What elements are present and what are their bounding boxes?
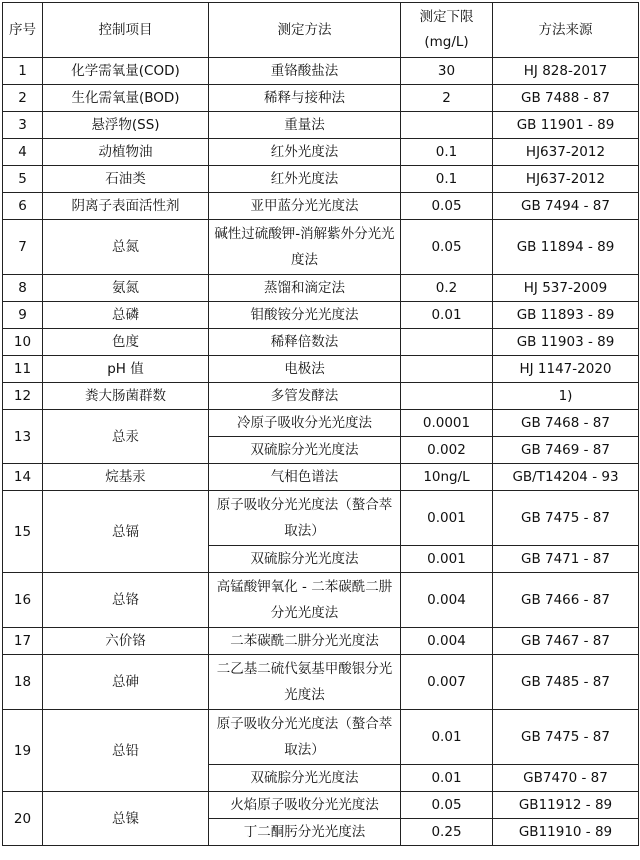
cell-no: 10 xyxy=(3,329,43,356)
cell-item: 烷基汞 xyxy=(43,464,209,491)
cell-item: 总氮 xyxy=(43,220,209,275)
table-row xyxy=(3,655,639,710)
table-row xyxy=(3,383,639,410)
cell-method: 重铬酸盐法 xyxy=(209,58,401,85)
table-row xyxy=(3,58,639,85)
cell-method: 红外光度法 xyxy=(209,166,401,193)
header-item: 控制项目 xyxy=(43,3,209,58)
cell-no: 1 xyxy=(3,58,43,85)
cell-method: 二苯碳酰二肼分光光度法 xyxy=(209,628,401,655)
cell-source: HJ 537-2009 xyxy=(493,275,639,302)
cell-method: 蒸馏和滴定法 xyxy=(209,275,401,302)
cell-limit: 0.0001 xyxy=(401,410,493,437)
cell-item: 六价铬 xyxy=(43,628,209,655)
cell-source: GB 7466 - 87 xyxy=(493,573,639,628)
cell-source: GB7470 - 87 xyxy=(493,765,639,792)
cell-limit: 0.2 xyxy=(401,275,493,302)
cell-no: 7 xyxy=(3,220,43,275)
cell-method: 二乙基二硫代氨基甲酸银分光光度法 xyxy=(209,655,401,710)
header-source: 方法来源 xyxy=(493,3,639,58)
cell-no: 17 xyxy=(3,628,43,655)
cell-item: 总铅 xyxy=(43,710,209,792)
cell-no: 6 xyxy=(3,193,43,220)
cell-no: 5 xyxy=(3,166,43,193)
table-row xyxy=(3,573,639,628)
cell-limit: 0.1 xyxy=(401,139,493,166)
cell-method: 冷原子吸收分光光度法 xyxy=(209,410,401,437)
cell-no: 2 xyxy=(3,85,43,112)
cell-limit: 0.001 xyxy=(401,491,493,546)
cell-source: GB 7488 - 87 xyxy=(493,85,639,112)
table-header-row xyxy=(3,3,639,58)
cell-limit xyxy=(401,383,493,410)
cell-source: HJ637-2012 xyxy=(493,139,639,166)
table-row xyxy=(3,275,639,302)
cell-item: 总磷 xyxy=(43,302,209,329)
cell-source: GB 7468 - 87 xyxy=(493,410,639,437)
table-row xyxy=(3,792,639,819)
cell-limit: 0.002 xyxy=(401,437,493,464)
cell-source: GB 11894 - 89 xyxy=(493,220,639,275)
cell-method: 多管发酵法 xyxy=(209,383,401,410)
header-limit-line2: (mg/L) xyxy=(424,34,469,50)
table-row xyxy=(3,628,639,655)
cell-no: 18 xyxy=(3,655,43,710)
cell-item: 悬浮物(SS) xyxy=(43,112,209,139)
cell-no: 8 xyxy=(3,275,43,302)
cell-method: 原子吸收分光光度法（螯合萃取法） xyxy=(209,710,401,765)
cell-no: 4 xyxy=(3,139,43,166)
cell-no: 3 xyxy=(3,112,43,139)
table-row xyxy=(3,193,639,220)
cell-method: 双硫腙分光光度法 xyxy=(209,437,401,464)
cell-item: 粪大肠菌群数 xyxy=(43,383,209,410)
cell-source: GB 7475 - 87 xyxy=(493,491,639,546)
cell-item: 生化需氧量(BOD) xyxy=(43,85,209,112)
water-quality-methods-table xyxy=(2,2,639,846)
cell-source: GB 11901 - 89 xyxy=(493,112,639,139)
cell-limit: 10ng/L xyxy=(401,464,493,491)
cell-method: 亚甲蓝分光光度法 xyxy=(209,193,401,220)
cell-no: 9 xyxy=(3,302,43,329)
cell-source: HJ 1147-2020 xyxy=(493,356,639,383)
cell-source: GB 7494 - 87 xyxy=(493,193,639,220)
cell-limit: 0.05 xyxy=(401,792,493,819)
cell-limit: 0.001 xyxy=(401,546,493,573)
cell-item: pH 值 xyxy=(43,356,209,383)
table-row xyxy=(3,491,639,546)
cell-method: 气相色谱法 xyxy=(209,464,401,491)
cell-no: 13 xyxy=(3,410,43,464)
cell-item: 总镉 xyxy=(43,491,209,573)
cell-item: 总汞 xyxy=(43,410,209,464)
cell-limit: 0.007 xyxy=(401,655,493,710)
cell-source: GB 7471 - 87 xyxy=(493,546,639,573)
cell-source: GB 7485 - 87 xyxy=(493,655,639,710)
table-row xyxy=(3,85,639,112)
cell-no: 12 xyxy=(3,383,43,410)
cell-method: 钼酸铵分光光度法 xyxy=(209,302,401,329)
table-row xyxy=(3,139,639,166)
cell-no: 20 xyxy=(3,792,43,846)
table-row xyxy=(3,356,639,383)
cell-method: 双硫腙分光光度法 xyxy=(209,765,401,792)
cell-source: GB11912 - 89 xyxy=(493,792,639,819)
cell-limit: 30 xyxy=(401,58,493,85)
cell-item: 总铬 xyxy=(43,573,209,628)
cell-method: 原子吸收分光光度法（螯合萃取法） xyxy=(209,491,401,546)
cell-item: 氨氮 xyxy=(43,275,209,302)
cell-item: 阴离子表面活性剂 xyxy=(43,193,209,220)
table-row xyxy=(3,710,639,765)
table-row xyxy=(3,410,639,437)
cell-source: GB11910 - 89 xyxy=(493,819,639,846)
cell-limit xyxy=(401,329,493,356)
cell-limit: 0.05 xyxy=(401,193,493,220)
cell-source: GB 7469 - 87 xyxy=(493,437,639,464)
cell-limit: 0.01 xyxy=(401,710,493,765)
cell-method: 双硫腙分光光度法 xyxy=(209,546,401,573)
cell-item: 总砷 xyxy=(43,655,209,710)
cell-limit: 0.25 xyxy=(401,819,493,846)
cell-limit: 0.01 xyxy=(401,302,493,329)
cell-method: 重量法 xyxy=(209,112,401,139)
cell-limit xyxy=(401,356,493,383)
header-method: 测定方法 xyxy=(209,3,401,58)
cell-method: 电极法 xyxy=(209,356,401,383)
cell-no: 16 xyxy=(3,573,43,628)
header-limit-line1: 测定下限 xyxy=(419,9,474,25)
table-row xyxy=(3,112,639,139)
header-limit xyxy=(401,3,493,58)
cell-no: 11 xyxy=(3,356,43,383)
cell-source: HJ637-2012 xyxy=(493,166,639,193)
cell-source: GB/T14204 - 93 xyxy=(493,464,639,491)
cell-method: 红外光度法 xyxy=(209,139,401,166)
cell-source: GB 7475 - 87 xyxy=(493,710,639,765)
cell-source: HJ 828-2017 xyxy=(493,58,639,85)
cell-limit: 2 xyxy=(401,85,493,112)
cell-source: GB 7467 - 87 xyxy=(493,628,639,655)
cell-limit: 0.004 xyxy=(401,573,493,628)
cell-item: 化学需氧量(COD) xyxy=(43,58,209,85)
cell-method: 火焰原子吸收分光光度法 xyxy=(209,792,401,819)
table-row xyxy=(3,220,639,275)
cell-method: 碱性过硫酸钾-消解紫外分光光度法 xyxy=(209,220,401,275)
cell-source: GB 11903 - 89 xyxy=(493,329,639,356)
cell-no: 19 xyxy=(3,710,43,792)
cell-no: 15 xyxy=(3,491,43,573)
cell-item: 色度 xyxy=(43,329,209,356)
table-row xyxy=(3,329,639,356)
cell-item: 动植物油 xyxy=(43,139,209,166)
cell-method: 稀释与接种法 xyxy=(209,85,401,112)
cell-limit: 0.004 xyxy=(401,628,493,655)
cell-item: 石油类 xyxy=(43,166,209,193)
cell-method: 稀释倍数法 xyxy=(209,329,401,356)
table-row xyxy=(3,166,639,193)
cell-method: 丁二酮肟分光光度法 xyxy=(209,819,401,846)
cell-limit xyxy=(401,112,493,139)
table-row xyxy=(3,302,639,329)
cell-source: GB 11893 - 89 xyxy=(493,302,639,329)
cell-limit: 0.1 xyxy=(401,166,493,193)
cell-method: 高锰酸钾氧化 - 二苯碳酰二肼分光光度法 xyxy=(209,573,401,628)
cell-limit: 0.01 xyxy=(401,765,493,792)
table-row xyxy=(3,464,639,491)
cell-source: 1) xyxy=(493,383,639,410)
cell-no: 14 xyxy=(3,464,43,491)
cell-item: 总镍 xyxy=(43,792,209,846)
cell-limit: 0.05 xyxy=(401,220,493,275)
header-no: 序号 xyxy=(3,3,43,58)
